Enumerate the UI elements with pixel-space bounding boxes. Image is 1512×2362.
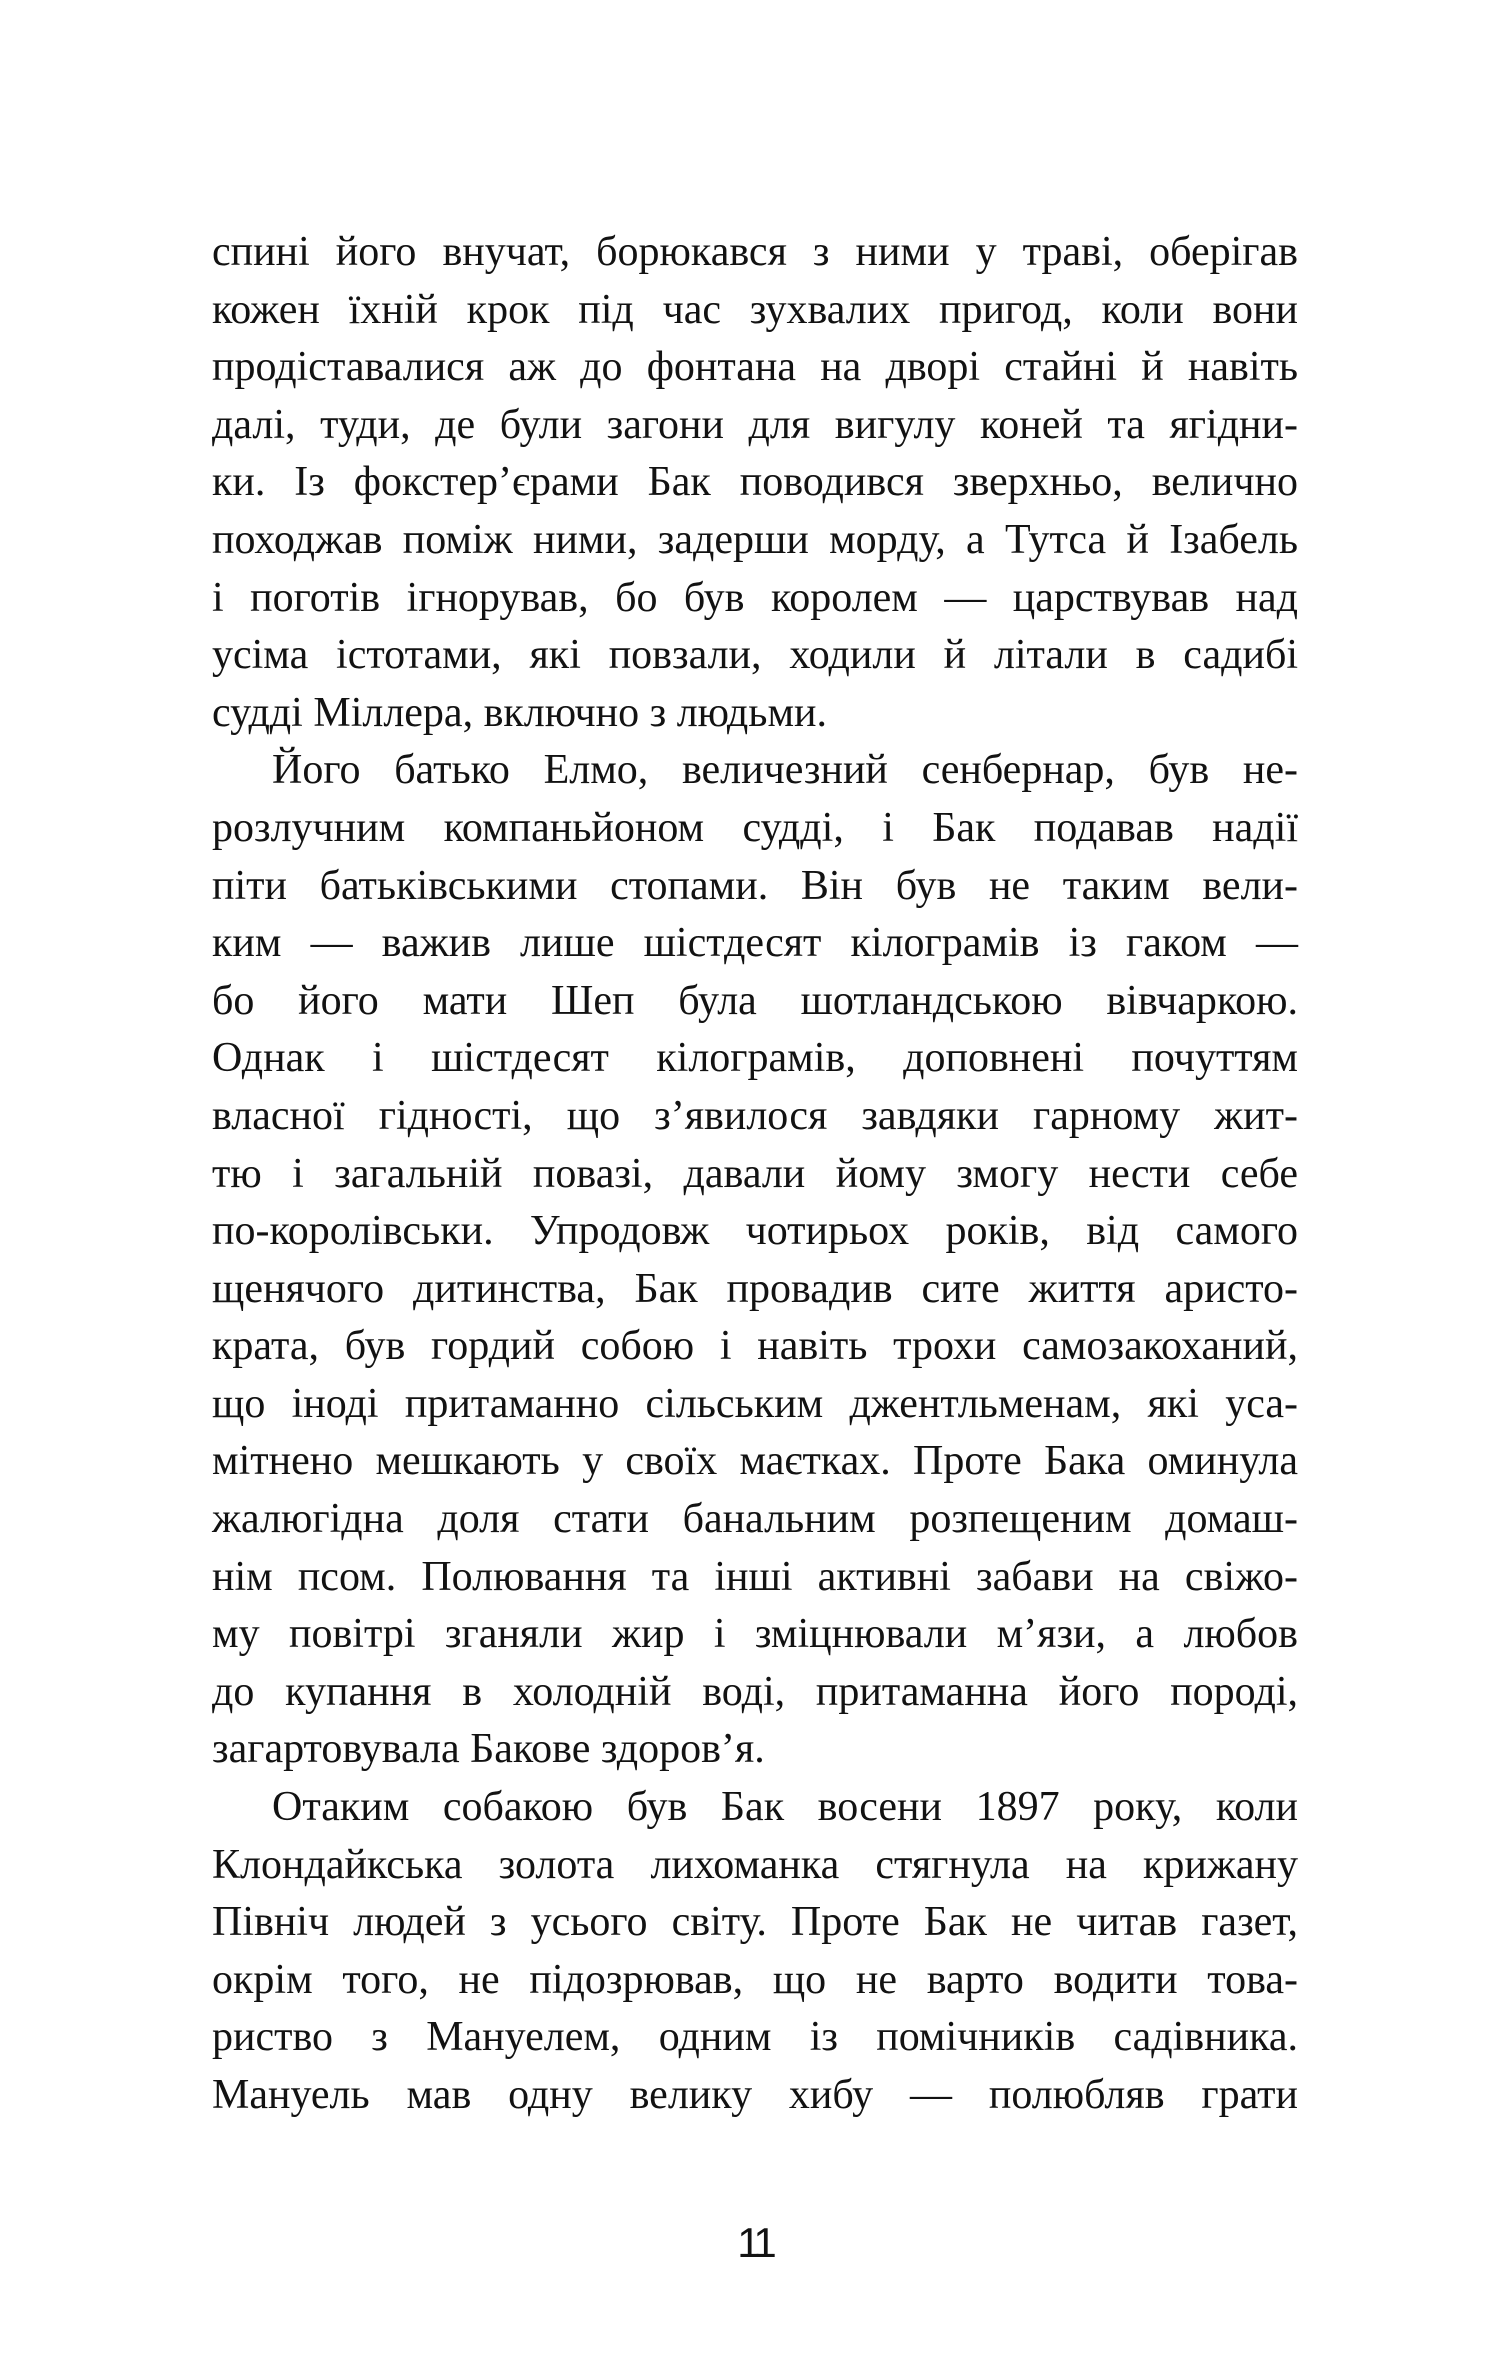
text-line: до купання в холодній воді, притаманна його породі, [212,1668,1298,1715]
paragraph [212,1779,1298,2125]
text-line: крата, був гордий собою і навіть трохи самозакоханий, [212,1323,1298,1370]
paragraph [212,742,1298,1779]
text-block [212,224,1298,2125]
page-number: 11 [737,2219,773,2266]
text-line: по-королівськи. Упродовж чотирьох років, від самого [212,1208,1298,1255]
text-line: Однак і шістдесят кілограмів, доповнені почуттям [212,1035,1298,1082]
text-line: Отаким собакою був Бак восени 1897 року, коли [272,1784,1298,1831]
paragraph [212,224,1298,742]
text-line: піти батьківськими стопами. Він був не таким вели- [212,862,1298,909]
text-line: що іноді притаманно сільським джентльменам, які уса- [212,1380,1298,1427]
text-line: ки. Із фокстер’єрами Бак поводився зверхньо, велично [212,459,1298,506]
text-line: щенячого дитинства, Бак провадив сите життя аристо- [212,1265,1298,1312]
text-line: мітнено мешкають у своїх маєтках. Проте Бака оминула [212,1438,1298,1485]
text-line: бо його мати Шеп була шотландською вівчаркою. [212,977,1298,1024]
text-line: нім псом. Полювання та інші активні забави на свіжо- [212,1553,1298,1600]
text-line: кожен їхній крок під час зухвалих пригод, коли вони [212,286,1298,333]
text-line: ким — важив лише шістдесят кілограмів із гаком — [212,920,1298,967]
text-line: продіставалися аж до фонтана на дворі стайні й навіть [212,344,1298,391]
text-line: Його батько Елмо, величезний сенбернар, був не- [272,747,1298,794]
text-line: спині його внучат, борюкався з ними у траві, оберігав [212,229,1298,275]
text-line: риство з Мануелем, одним із помічників садівника. [212,2014,1298,2061]
text-line: власної гідності, що з’явилося завдяки гарному жит- [212,1092,1298,1139]
text-line: розлучним компаньйоном судді, і Бак подавав надії [212,804,1298,851]
text-line: походжав поміж ними, задерши морду, а Тутса й Ізабель [212,516,1298,563]
text-line: загартовувала Бакове здоров’я. [212,1726,765,1773]
text-line: і поготів ігнорував, бо був королем — царствував над [212,574,1298,621]
text-line: судді Міллера, включно з людьми. [212,689,828,736]
text-line: далі, туди, де були загони для вигулу коней та ягідни- [212,401,1298,448]
text-line: Північ людей з усього світу. Проте Бак не читав газет, [212,1899,1298,1946]
text-line: окрім того, не підозрював, що не варто водити това- [212,1956,1298,2003]
text-line: Мануель мав одну велику хибу — полюбляв грати [212,2072,1298,2118]
text-line: Клондайкська золота лихоманка стягнула на крижану [212,1841,1298,1888]
text-line: му повітрі зганяли жир і зміцнювали м’язи, а любов [212,1611,1298,1658]
text-line: жалюгідна доля стати банальним розпещеним домаш- [212,1496,1298,1543]
text-line: усіма істотами, які повзали, ходили й літали в садибі [212,632,1298,679]
text-line: тю і загальній повазі, давали йому змогу нести себе [212,1150,1298,1197]
